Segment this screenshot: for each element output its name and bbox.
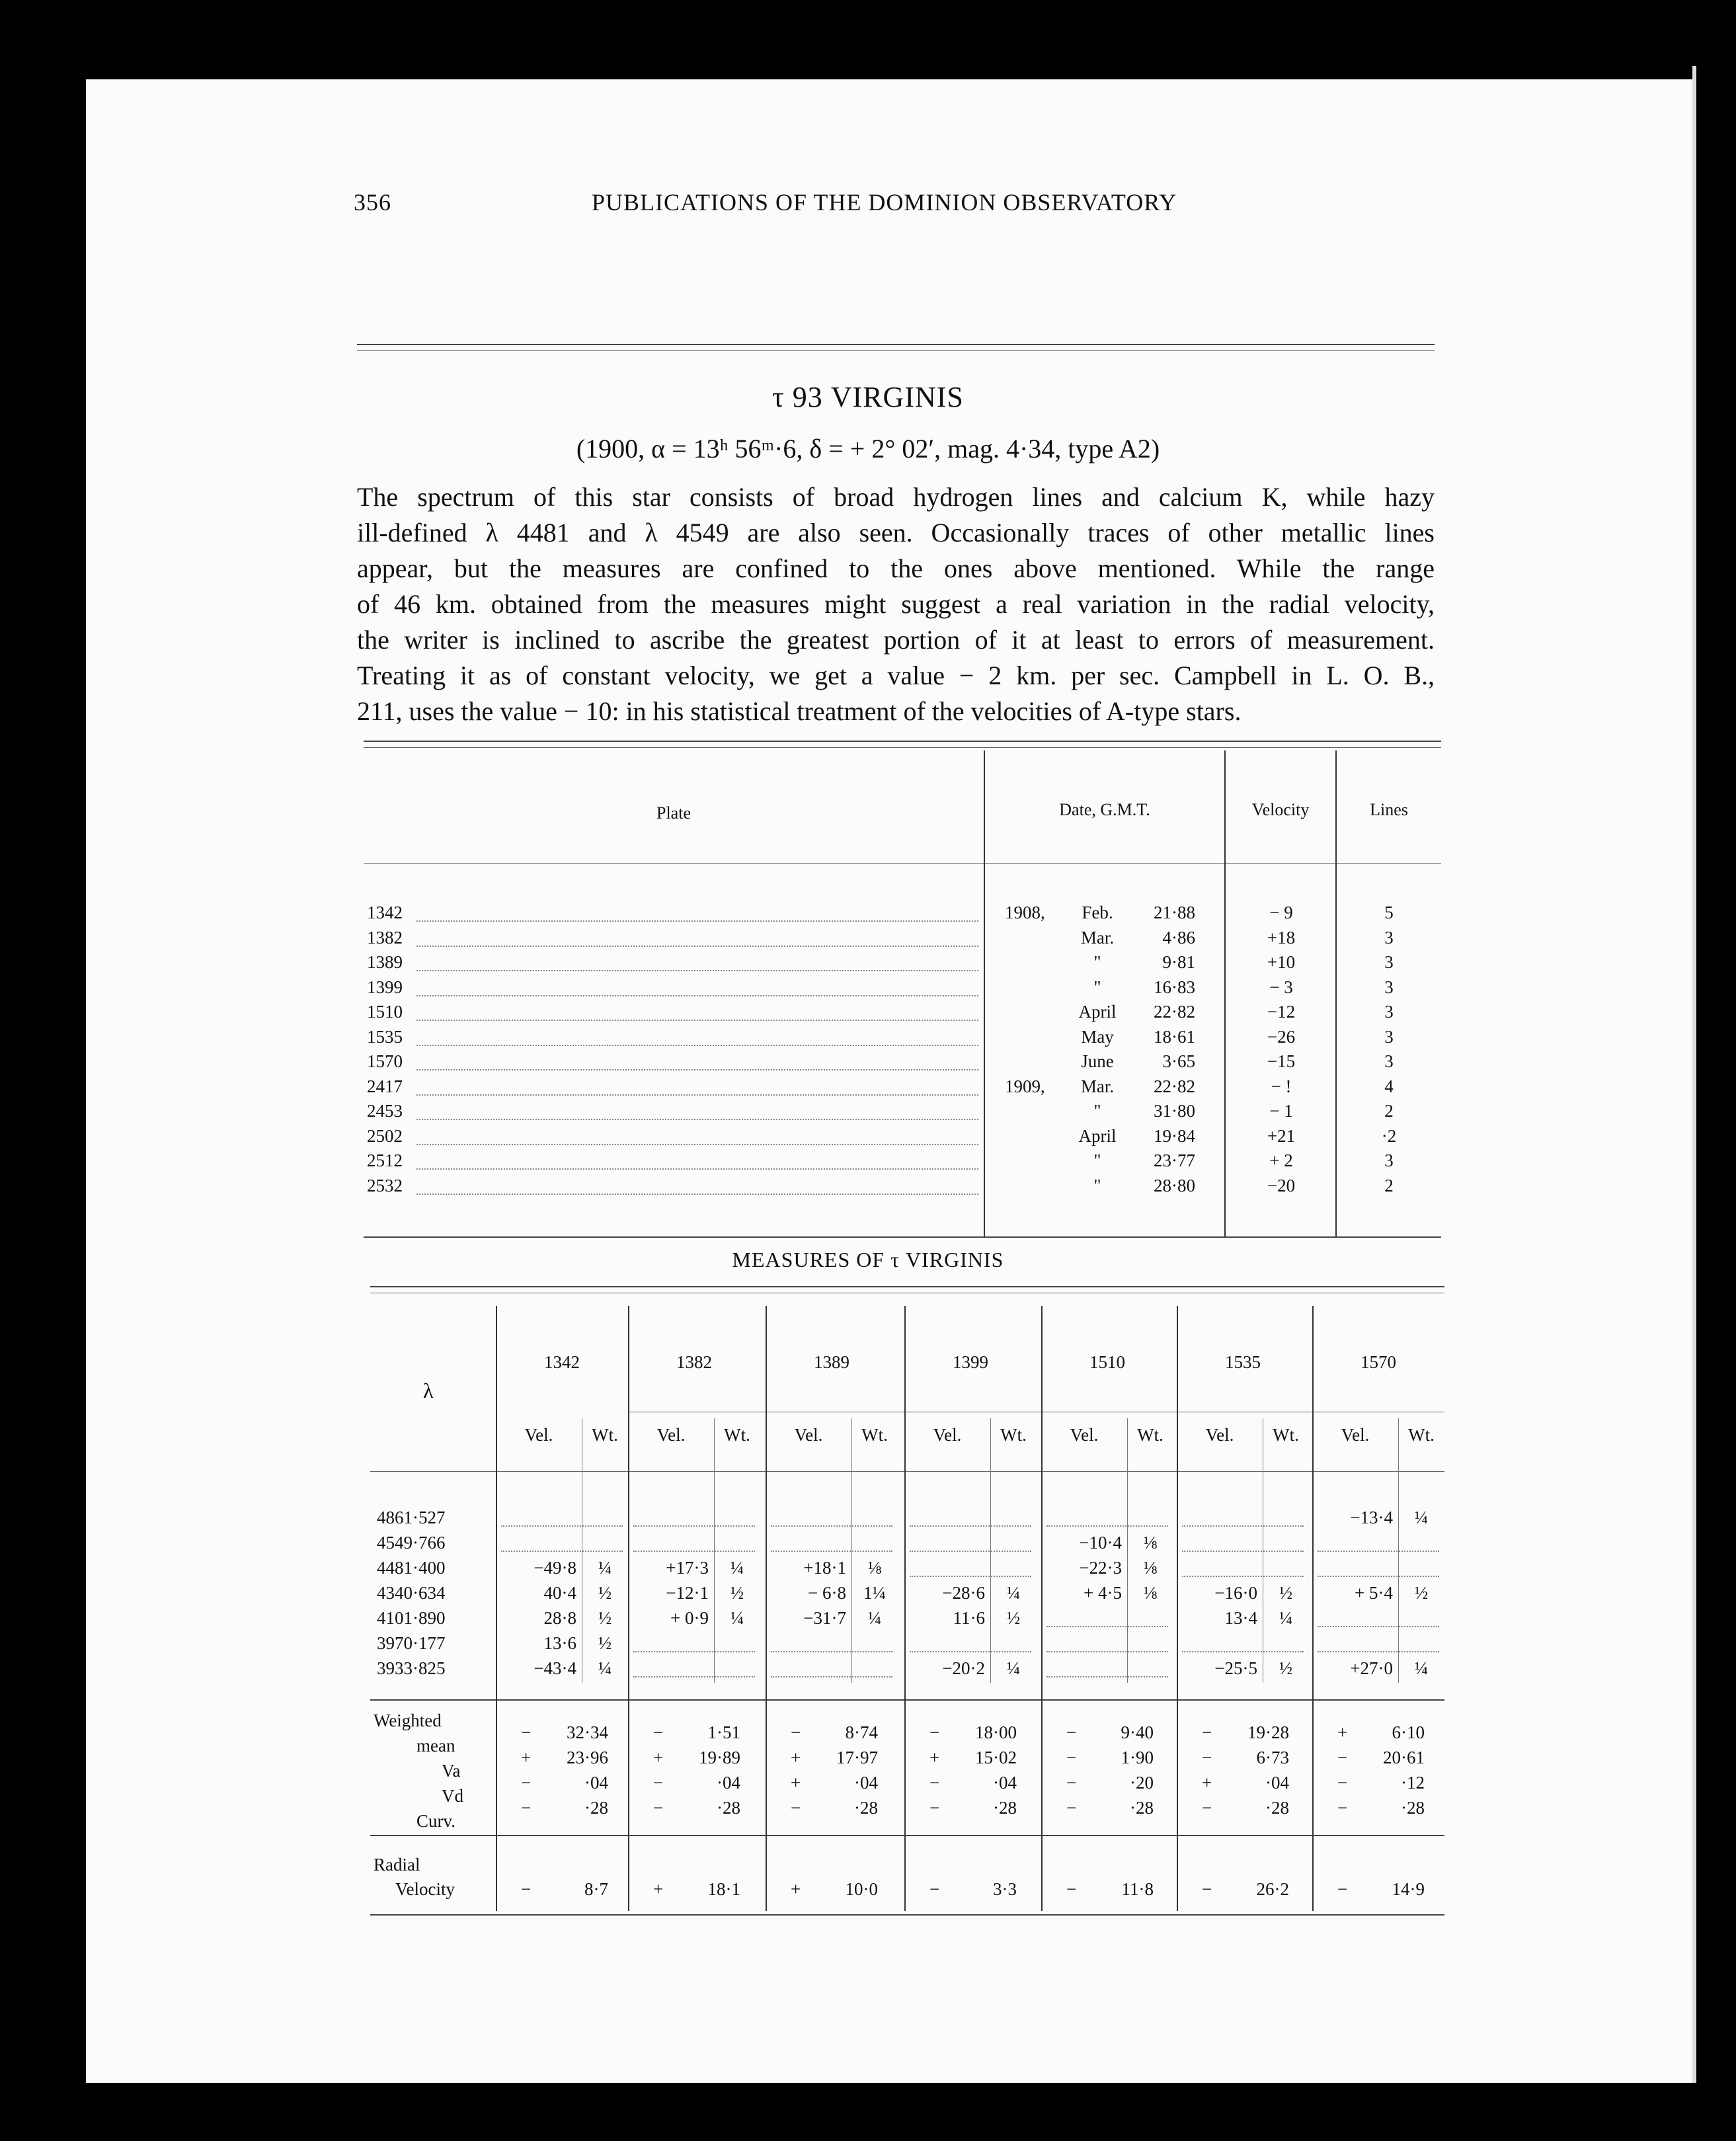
measure-vel: + 4·5 (1084, 1583, 1122, 1603)
plate-velocity: − ! (1271, 1076, 1292, 1096)
leader-dots (501, 1551, 623, 1552)
summary-label: Curv. (416, 1811, 455, 1831)
plate-table-divider (1224, 750, 1226, 1236)
leader-dots (1318, 1551, 1439, 1552)
running-title: PUBLICATIONS OF THE DOMINION OBSERVATORY (592, 189, 1177, 216)
measure-wt: ¼ (1414, 1508, 1429, 1527)
obs-month: April (1078, 1125, 1117, 1146)
lines-count: 3 (1384, 977, 1394, 997)
measure-wt: ¼ (1006, 1658, 1021, 1678)
obs-month: " (1093, 977, 1101, 997)
velocity-header: Velocity (1251, 800, 1310, 819)
summary-sign: − (653, 1773, 664, 1793)
leader-dots (1318, 1651, 1439, 1652)
wt-header: Wt. (1000, 1425, 1027, 1445)
measure-wt: ½ (1279, 1658, 1293, 1678)
summary-sign: + (791, 1748, 801, 1767)
plate-number: 2453 (367, 1101, 403, 1121)
summary-sign: + (1202, 1773, 1212, 1793)
leader-dots (416, 1045, 978, 1046)
measure-vel: −16·0 (1214, 1583, 1257, 1603)
wavelength: 4340·634 (377, 1583, 446, 1603)
radial-value: 8·7 (584, 1879, 608, 1899)
obs-month: Mar. (1080, 1076, 1115, 1096)
leader-dots (910, 1576, 1031, 1577)
measure-wt: ½ (1414, 1583, 1429, 1603)
summary-sign: − (1202, 1748, 1212, 1767)
wavelength: 3933·825 (377, 1658, 446, 1678)
measure-vel: −28·6 (942, 1583, 985, 1603)
plate-number: 1399 (367, 977, 403, 997)
summary-sign: − (1337, 1798, 1348, 1818)
measure-vel: −31·7 (803, 1608, 846, 1628)
obs-month: " (1093, 1151, 1101, 1170)
header-rule (357, 344, 1435, 345)
plate-number: 1510 (367, 1002, 403, 1022)
leader-dots (771, 1525, 892, 1527)
summary-value: 1·51 (707, 1722, 740, 1742)
summary-sign: − (1066, 1748, 1077, 1767)
leader-dots (1046, 1626, 1168, 1627)
measure-wt: ⅛ (1143, 1533, 1158, 1553)
measures-plate-header: 1382 (676, 1352, 712, 1372)
plate-velocity: −26 (1267, 1026, 1296, 1047)
plate-velocity: +18 (1267, 927, 1296, 948)
summary-value: ·04 (1265, 1773, 1289, 1793)
summary-sign: − (1066, 1798, 1077, 1818)
summary-sign: − (1337, 1748, 1348, 1767)
measure-vel: −20·2 (942, 1658, 985, 1678)
summary-value: 6·10 (1392, 1722, 1425, 1742)
measure-vel: −22·3 (1079, 1558, 1122, 1578)
measure-vel: +18·1 (803, 1558, 846, 1578)
summary-value: ·28 (1401, 1798, 1425, 1818)
leader-dots (633, 1551, 755, 1552)
leader-dots (1182, 1551, 1304, 1552)
leader-dots (1318, 1576, 1439, 1577)
lines-count: 3 (1384, 952, 1394, 972)
radial-sign: − (1066, 1879, 1077, 1899)
lines-header: Lines (1370, 800, 1408, 819)
measure-wt: ¼ (1006, 1583, 1021, 1603)
plate-table-header-rule (364, 863, 1441, 864)
summary-value: ·28 (717, 1798, 740, 1818)
date-header: Date, G.M.T. (1059, 800, 1150, 819)
summary-sign: − (653, 1722, 664, 1742)
leader-dots (1182, 1576, 1304, 1577)
radial-sign: − (521, 1879, 532, 1899)
paragraph-line: The spectrum of this star consists of broad hydrogen lines and calcium K, while hazy (357, 482, 1435, 512)
summary-sign: − (1066, 1773, 1077, 1793)
measure-vel: 40·4 (543, 1583, 576, 1603)
page-edge (1692, 66, 1696, 2083)
leader-dots (771, 1651, 892, 1652)
plate-velocity: +10 (1267, 952, 1296, 972)
plate-number: 2502 (367, 1125, 403, 1146)
plate-velocity: − 1 (1269, 1101, 1293, 1121)
leader-dots (633, 1676, 755, 1677)
obs-month: Mar. (1080, 927, 1115, 948)
obs-day: 9·81 (1162, 952, 1195, 972)
summary-value: ·28 (1130, 1798, 1154, 1818)
measure-vel: −13·4 (1350, 1508, 1393, 1527)
measure-wt: ¼ (598, 1658, 612, 1678)
plate-table-bottom-rule (364, 1236, 1441, 1238)
leader-dots (771, 1676, 892, 1677)
measures-top-rule (370, 1286, 1444, 1287)
plate-number: 2417 (367, 1076, 403, 1096)
wt-header: Wt. (1273, 1425, 1299, 1445)
summary-value: 1·90 (1121, 1748, 1154, 1767)
leader-dots (416, 1193, 978, 1195)
summary-sign: + (653, 1748, 664, 1767)
plate-number: 1389 (367, 952, 403, 972)
plate-number: 2532 (367, 1175, 403, 1195)
leader-dots (416, 995, 978, 996)
obs-day: 22·82 (1154, 1076, 1195, 1096)
plate-velocity: − 9 (1269, 903, 1293, 922)
plate-header: Plate (656, 803, 691, 823)
wt-header: Wt. (1408, 1425, 1435, 1445)
page-number: 356 (354, 189, 391, 216)
measure-wt: ⅛ (1143, 1583, 1158, 1603)
plate-table-divider (984, 750, 985, 1236)
measure-vel: +27·0 (1350, 1658, 1393, 1678)
measure-wt: ½ (598, 1633, 612, 1653)
measure-vel: −25·5 (1214, 1658, 1257, 1678)
leader-dots (416, 1144, 978, 1145)
measure-vel: 28·8 (543, 1608, 576, 1628)
measure-wt: ¼ (1279, 1608, 1293, 1628)
obs-day: 4·86 (1162, 927, 1195, 948)
leader-dots (1046, 1676, 1168, 1677)
measures-summary-rule (370, 1699, 1444, 1701)
measures-plate-header: 1342 (544, 1352, 580, 1372)
plate-velocity: − 3 (1269, 977, 1293, 997)
lines-count: 3 (1384, 927, 1394, 948)
measures-header-rule (370, 1471, 1444, 1472)
leader-dots (1046, 1525, 1168, 1527)
wt-header: Wt. (1137, 1425, 1164, 1445)
leader-dots (1182, 1525, 1304, 1527)
summary-sign: − (653, 1798, 664, 1818)
measures-bottom-rule (370, 1914, 1444, 1916)
paragraph-line: ill-defined λ 4481 and λ 4549 are also seen. Occasionally traces of other metallic lines (357, 518, 1435, 547)
plate-velocity: −20 (1267, 1175, 1296, 1195)
leader-dots (1046, 1651, 1168, 1652)
leader-dots (633, 1651, 755, 1652)
wavelength: 4101·890 (377, 1608, 446, 1628)
measure-vel: +17·3 (666, 1558, 709, 1578)
paragraph-line: 211, uses the value − 10: in his statistical treatment of the velocities of A-type stars. (357, 696, 1242, 726)
summary-sign: − (929, 1722, 940, 1742)
obs-month: " (1093, 1175, 1101, 1195)
radial-sign: − (929, 1879, 940, 1899)
radial-sign: − (1202, 1879, 1212, 1899)
measure-wt: ¼ (1414, 1658, 1429, 1678)
obs-month: May (1081, 1026, 1114, 1047)
measure-wt: ½ (598, 1608, 612, 1628)
leader-dots (910, 1525, 1031, 1527)
paragraph-line: appear, but the measures are confined to the ones above mentioned. While the range (357, 553, 1435, 583)
summary-value: 18·00 (975, 1722, 1017, 1742)
wt-header: Wt. (861, 1425, 888, 1445)
summary-value: 15·02 (975, 1748, 1017, 1767)
summary-sign: + (791, 1773, 801, 1793)
wt-divider (1127, 1418, 1128, 1683)
summary-sign: − (791, 1798, 801, 1818)
radial-value: 14·9 (1392, 1879, 1425, 1899)
measures-radial-rule (370, 1835, 1444, 1836)
radial-label: Radial (374, 1855, 420, 1875)
lines-count: 2 (1384, 1175, 1394, 1195)
measure-vel: 11·6 (953, 1608, 985, 1628)
obs-day: 3·65 (1162, 1051, 1195, 1071)
summary-sign: − (1202, 1798, 1212, 1818)
plate-number: 1382 (367, 927, 403, 948)
summary-label: Va (442, 1761, 461, 1781)
obs-day: 16·83 (1154, 977, 1195, 997)
summary-value: 19·28 (1247, 1722, 1289, 1742)
summary-sign: + (521, 1748, 532, 1767)
wt-header: Wt. (724, 1425, 750, 1445)
radial-sign: + (791, 1879, 801, 1899)
plate-velocity: +21 (1267, 1125, 1296, 1146)
paragraph-line: the writer is inclined to ascribe the greatest portion of it at least to errors of measurement. (357, 625, 1435, 655)
lines-count: 3 (1384, 1026, 1394, 1047)
lines-count: 3 (1384, 1051, 1394, 1071)
summary-value: 20·61 (1383, 1748, 1425, 1767)
leader-dots (771, 1551, 892, 1552)
summary-value: ·04 (584, 1773, 608, 1793)
vel-header: Vel. (524, 1425, 553, 1445)
measure-vel: 13·6 (543, 1633, 576, 1653)
plate-table-top-rule-2 (364, 747, 1441, 748)
summary-value: 6·73 (1256, 1748, 1289, 1767)
measure-wt: ½ (1006, 1608, 1021, 1628)
lines-count: 5 (1384, 903, 1394, 922)
measure-wt: 1¼ (863, 1583, 886, 1603)
leader-dots (416, 946, 978, 947)
obs-month: " (1093, 1101, 1101, 1121)
summary-label: Weighted (374, 1711, 442, 1730)
leader-dots (416, 920, 978, 922)
summary-value: ·20 (1130, 1773, 1154, 1793)
obs-month: June (1081, 1051, 1114, 1071)
leader-dots (416, 1119, 978, 1120)
plate-number: 2512 (367, 1151, 403, 1170)
summary-value: 8·74 (845, 1722, 878, 1742)
summary-value: ·04 (717, 1773, 740, 1793)
measure-wt: ¼ (730, 1608, 744, 1628)
lines-count: 4 (1384, 1076, 1394, 1096)
measure-vel: 13·4 (1224, 1608, 1257, 1628)
wavelength: 3970·177 (377, 1633, 446, 1653)
leader-dots (633, 1525, 755, 1527)
vel-header: Vel. (1341, 1425, 1370, 1445)
vel-header: Vel. (933, 1425, 962, 1445)
measure-wt: ⅛ (867, 1558, 882, 1578)
header-rule-2 (357, 350, 1435, 351)
summary-value: 32·34 (567, 1722, 608, 1742)
leader-dots (416, 1168, 978, 1170)
radial-sign: − (1337, 1879, 1348, 1899)
vel-header: Vel. (1070, 1425, 1099, 1445)
obs-month: Feb. (1082, 903, 1113, 922)
summary-value: 19·89 (699, 1748, 740, 1767)
column-divider (1041, 1306, 1043, 1911)
wavelength: 4861·527 (377, 1508, 446, 1527)
radial-value: 11·8 (1121, 1879, 1154, 1899)
lines-count: 2 (1384, 1101, 1394, 1121)
lambda-header: λ (423, 1379, 434, 1402)
leader-dots (416, 1020, 978, 1021)
measure-vel: − 6·8 (808, 1583, 846, 1603)
description-paragraph (357, 479, 1435, 729)
leader-dots (910, 1651, 1031, 1652)
plate-table-top-rule (364, 741, 1441, 742)
summary-value: ·04 (854, 1773, 878, 1793)
summary-value: ·28 (993, 1798, 1017, 1818)
obs-day: 18·61 (1154, 1026, 1195, 1047)
measure-wt: ½ (598, 1583, 612, 1603)
summary-sign: − (929, 1773, 940, 1793)
leader-dots (1318, 1626, 1439, 1627)
wavelength: 4549·766 (377, 1533, 446, 1553)
measure-wt: ½ (1279, 1583, 1293, 1603)
summary-label: Vd (442, 1786, 463, 1806)
measure-vel: −12·1 (666, 1583, 709, 1603)
obs-day: 23·77 (1154, 1151, 1195, 1170)
summary-value: ·28 (584, 1798, 608, 1818)
summary-sign: − (521, 1722, 532, 1742)
measure-wt: ¼ (730, 1558, 744, 1578)
paragraph-line: of 46 km. obtained from the measures might suggest a real variation in the radial velocity, (357, 589, 1435, 619)
radial-value: 18·1 (707, 1879, 740, 1899)
obs-day: 22·82 (1154, 1002, 1195, 1022)
measure-vel: + 5·4 (1355, 1583, 1393, 1603)
plate-number: 1570 (367, 1051, 403, 1071)
obs-year: 1909, (1005, 1076, 1045, 1096)
measure-vel: −49·8 (533, 1558, 576, 1578)
column-divider (1312, 1306, 1314, 1911)
summary-value: ·12 (1401, 1773, 1425, 1793)
radial-value: 26·2 (1256, 1879, 1289, 1899)
leader-dots (416, 1094, 978, 1096)
summary-sign: − (1337, 1773, 1348, 1793)
obs-day: 21·88 (1154, 903, 1195, 922)
measures-plate-header: 1570 (1361, 1352, 1396, 1372)
obs-day: 28·80 (1154, 1175, 1195, 1195)
lines-count: 3 (1384, 1151, 1394, 1170)
plate-number: 1535 (367, 1026, 403, 1047)
plate-number: 1342 (367, 903, 403, 922)
summary-label: mean (416, 1736, 455, 1756)
leader-dots (1182, 1651, 1304, 1652)
summary-sign: − (521, 1798, 532, 1818)
measures-plate-header: 1535 (1225, 1352, 1261, 1372)
radial-value: 3·3 (993, 1879, 1017, 1899)
summary-value: 17·97 (836, 1748, 878, 1767)
radial-value: 10·0 (845, 1879, 878, 1899)
obs-year: 1908, (1005, 903, 1045, 922)
paragraph-line: Treating it as of constant velocity, we get a value − 2 km. per sec. Campbell in L. O. B., (357, 661, 1435, 690)
plate-velocity: + 2 (1269, 1151, 1293, 1170)
measure-vel: + 0·9 (670, 1608, 709, 1628)
measure-wt: ¼ (867, 1608, 882, 1628)
star-coordinates: (1900, α = 13ʰ 56ᵐ·6, δ = + 2° 02′, mag. 4·34, type A2) (576, 434, 1160, 464)
summary-sign: − (929, 1798, 940, 1818)
vel-header: Vel. (656, 1425, 686, 1445)
obs-month: April (1078, 1002, 1117, 1022)
leader-dots (501, 1525, 623, 1527)
measure-vel: −10·4 (1079, 1533, 1122, 1553)
summary-value: ·28 (1265, 1798, 1289, 1818)
wavelength: 4481·400 (377, 1558, 446, 1578)
lines-count: 3 (1384, 1002, 1394, 1022)
summary-value: 9·40 (1121, 1722, 1154, 1742)
obs-day: 31·80 (1154, 1101, 1195, 1121)
vel-header: Vel. (794, 1425, 823, 1445)
summary-sign: − (521, 1773, 532, 1793)
summary-value: 23·96 (567, 1748, 608, 1767)
leader-dots (910, 1551, 1031, 1552)
summary-sign: − (1066, 1722, 1077, 1742)
measures-plate-header: 1399 (953, 1352, 988, 1372)
lines-count: ·2 (1381, 1125, 1397, 1146)
measure-wt: ⅛ (1143, 1558, 1158, 1578)
wt-header: Wt. (592, 1425, 618, 1445)
measure-wt: ½ (730, 1583, 744, 1603)
summary-sign: + (1337, 1722, 1348, 1742)
obs-month: " (1093, 952, 1101, 972)
leader-dots (416, 1069, 978, 1070)
measure-vel: −43·4 (533, 1658, 576, 1678)
vel-header: Vel. (1205, 1425, 1234, 1445)
measure-wt: ¼ (598, 1558, 612, 1578)
summary-sign: + (929, 1748, 940, 1767)
summary-sign: − (791, 1722, 801, 1742)
measures-plate-header: 1510 (1089, 1352, 1125, 1372)
radial-sign: + (653, 1879, 664, 1899)
plate-velocity: −15 (1267, 1051, 1296, 1071)
radial-label: Velocity (395, 1879, 455, 1899)
obs-day: 19·84 (1154, 1125, 1195, 1146)
measures-title: MEASURES OF τ VIRGINIS (732, 1248, 1004, 1272)
summary-sign: − (1202, 1722, 1212, 1742)
summary-value: ·04 (993, 1773, 1017, 1793)
star-title: τ 93 VIRGINIS (772, 381, 964, 413)
summary-value: ·28 (854, 1798, 878, 1818)
leader-dots (416, 970, 978, 971)
measures-plate-header: 1389 (814, 1352, 849, 1372)
plate-velocity: −12 (1267, 1002, 1296, 1022)
